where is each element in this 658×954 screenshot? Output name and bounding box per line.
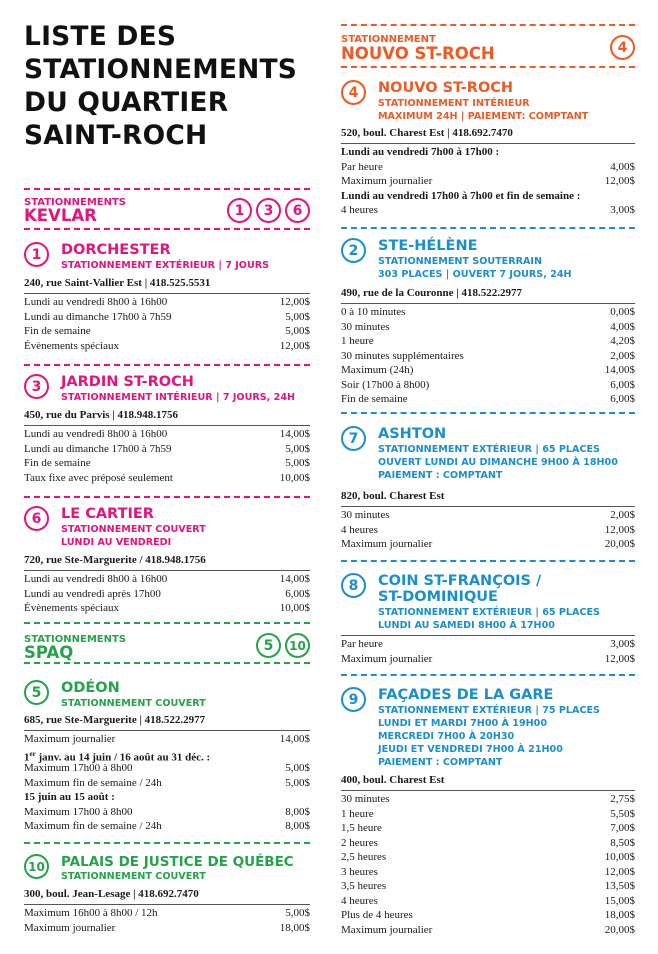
divider [24, 570, 310, 571]
rate-row: Taux fixe avec préposé seulement 10,00$ [24, 471, 310, 484]
rate-row: 30 minutes supplémentaires 2,00$ [341, 349, 635, 362]
section-band-nouvo: STATIONNEMENT NOUVO ST-ROCH 4 [341, 24, 635, 68]
lot-description: STATIONNEMENT INTÉRIEUR [378, 98, 530, 109]
lot-number-badge: 7 [341, 426, 366, 451]
rate-row: Lundi au vendredi 8h00 à 16h00 14,00$ [24, 573, 310, 585]
rate-table-nouvo [341, 145, 635, 218]
divider [24, 842, 310, 844]
lot-description: STATIONNEMENT EXTÉRIEUR | 65 PLACES [378, 444, 600, 455]
rate-table-facades [341, 792, 635, 937]
lot-name: ODÉON [61, 680, 120, 696]
lot-address: 720, rue Ste-Marguerite / 418.948.1756 [24, 554, 206, 566]
rate-row: Par heure 4,00$ [341, 160, 635, 173]
divider [24, 904, 310, 905]
rate-row: Maximum 16h00 à 8h00 / 12h 5,00$ [24, 907, 310, 919]
lot-description: STATIONNEMENT COUVERT [61, 524, 206, 535]
rate-row: Maximum journalier 12,00$ [341, 652, 635, 665]
rate-table-dorchester [24, 295, 310, 353]
divider [341, 674, 635, 676]
divider [24, 730, 310, 731]
lot-name: JARDIN ST-ROCH [61, 374, 194, 390]
lot-name: PALAIS DE JUSTICE DE QUÉBEC [61, 854, 294, 870]
rate-table-cartier [24, 572, 310, 616]
rate-row: Maximum 17h00 à 8h00 8,00$ [24, 805, 310, 818]
rate-row: Lundi au dimanche 17h00 à 7h59 5,00$ [24, 310, 310, 323]
page-title: LISTE DES STATIONNEMENTS DU QUARTIER SAINT-ROCH [24, 21, 298, 151]
rate-row: Évènements spéciaux 10,00$ [24, 602, 310, 614]
lot-number-badge: 4 [610, 35, 635, 60]
divider [341, 506, 635, 507]
lot-name: DORCHESTER [61, 242, 171, 258]
rate-row: 30 minutes 2,75$ [341, 793, 635, 805]
rate-table-coin [341, 637, 635, 666]
rate-row: Fin de semaine 5,00$ [24, 457, 310, 469]
rate-period-heading: 1er janv. au 14 juin / 16 août au 31 déc. : [24, 749, 211, 764]
divider [341, 227, 635, 229]
rate-table-palais [24, 906, 310, 935]
rate-table-ashton [341, 508, 635, 552]
divider [24, 364, 310, 366]
lot-hours: OUVERT LUNDI AU DIMANCHE 9H00 À 18H00 [378, 457, 618, 468]
lot-description: STATIONNEMENT SOUTERRAIN [378, 256, 543, 267]
rate-row: 0 à 10 minutes 0,00$ [341, 306, 635, 318]
rate-row: Lundi au vendredi 8h00 à 16h00 12,00$ [24, 296, 310, 308]
rate-row: Par heure 3,00$ [341, 638, 635, 650]
lot-hours: JEUDI ET VENDREDI 7H00 À 21H00 [378, 744, 563, 755]
lot-number-badge: 9 [341, 687, 366, 712]
lot-hours: LUNDI AU VENDREDI [61, 537, 172, 548]
rate-row: 30 minutes 4,00$ [341, 320, 635, 333]
lot-name: STE-HÉLÈNE [378, 238, 478, 254]
rate-row: 1 heure 4,20$ [341, 335, 635, 347]
rate-row: Maximum journalier 12,00$ [341, 175, 635, 187]
rate-row: 1,5 heure 7,00$ [341, 822, 635, 834]
lot-hours: LUNDI ET MARDI 7H00 À 19H00 [378, 718, 548, 729]
lot-description: STATIONNEMENT INTÉRIEUR | 7 JOURS, 24H [61, 392, 296, 403]
lot-number-badge: 10 [285, 633, 310, 658]
rate-row: 3,5 heures 13,50$ [341, 880, 635, 892]
operator-badges [610, 35, 635, 60]
lot-number-badge: 4 [341, 80, 366, 105]
lot-description: STATIONNEMENT COUVERT [61, 871, 206, 882]
rate-row: 1 heure 5,50$ [341, 807, 635, 820]
lot-address: 520, boul. Charest Est | 418.692.7470 [341, 127, 513, 139]
rate-row: Maximum fin de semaine / 24h 5,00$ [24, 776, 310, 789]
lot-name-line-2: ST-DOMINIQUE [378, 589, 498, 605]
lot-name: ASHTON [378, 426, 447, 442]
rate-row: Maximum journalier 20,00$ [341, 538, 635, 550]
lot-payment: PAIEMENT : COMPTANT [378, 470, 503, 481]
lot-hours: 303 PLACES | OUVERT 7 JOURS, 24H [378, 269, 572, 280]
rate-row: Lundi au vendredi après 17h00 6,00$ [24, 587, 310, 600]
rate-table-jardin [24, 427, 310, 485]
divider [24, 425, 310, 426]
lot-name: FAÇADES DE LA GARE [378, 687, 554, 703]
rate-row: 4 heures 12,00$ [341, 523, 635, 536]
rate-row: 3 heures 12,00$ [341, 865, 635, 878]
lot-number-badge: 5 [24, 680, 49, 705]
lot-address: 240, rue Saint-Vallier Est | 418.525.5531 [24, 277, 211, 289]
rate-row: Plus de 4 heures 18,00$ [341, 909, 635, 921]
rate-row: Lundi au vendredi 8h00 à 16h00 14,00$ [24, 428, 310, 440]
rate-table-ste-helene [341, 305, 635, 407]
divider [24, 293, 310, 294]
rate-row: 2 heures 8,50$ [341, 836, 635, 849]
divider [341, 303, 635, 304]
lot-number-badge: 10 [24, 854, 49, 879]
lot-name: LE CARTIER [61, 506, 154, 522]
rate-row: 2,5 heures 10,00$ [341, 851, 635, 863]
rate-row: 4 heures 3,00$ [341, 204, 635, 216]
lot-hours: LUNDI AU SAMEDI 8H00 À 17H00 [378, 620, 555, 631]
divider [341, 790, 635, 791]
divider [341, 560, 635, 562]
section-band-spaq: STATIONNEMENTS SPAQ 5 10 [24, 622, 310, 664]
lot-payment: PAIEMENT : COMPTANT [378, 757, 503, 768]
rate-row: 30 minutes 2,00$ [341, 509, 635, 521]
rate-period-heading: Lundi au vendredi 17h00 à 7h00 et fin de semaine : [341, 189, 581, 202]
lot-number-badge: 1 [24, 242, 49, 267]
divider [341, 412, 635, 414]
rate-row: Maximum journalier 20,00$ [341, 923, 635, 936]
lot-address: 450, rue du Parvis | 418.948.1756 [24, 409, 178, 421]
rate-row: Fin de semaine 5,00$ [24, 325, 310, 337]
rate-row: Soir (17h00 à 8h00) 6,00$ [341, 378, 635, 391]
lot-name: NOUVO ST-ROCH [378, 80, 514, 96]
lot-address: 820, boul. Charest Est [341, 490, 445, 502]
divider [24, 496, 310, 498]
lot-number-badge: 3 [256, 198, 281, 223]
lot-number-badge: 5 [256, 633, 281, 658]
lot-number-badge: 8 [341, 573, 366, 598]
lot-name: COIN ST-FRANÇOIS / [378, 573, 542, 589]
rate-row: 4 heures 15,00$ [341, 894, 635, 907]
rate-row: Fin de semaine 6,00$ [341, 393, 635, 405]
lot-number-badge: 6 [285, 198, 310, 223]
lot-description: STATIONNEMENT COUVERT [61, 698, 206, 709]
lot-address: 490, rue de la Couronne | 418.522.2977 [341, 287, 522, 299]
divider [341, 635, 635, 636]
rate-row: Maximum fin de semaine / 24h 8,00$ [24, 820, 310, 832]
section-band-kevlar: STATIONNEMENTS KEVLAR 1 3 6 [24, 188, 310, 230]
lot-description: STATIONNEMENT EXTÉRIEUR | 65 PLACES [378, 607, 600, 618]
lot-number-badge: 6 [24, 506, 49, 531]
rate-table-odeon [24, 732, 310, 834]
lot-number-badge: 1 [227, 198, 252, 223]
rate-row: Maximum 17h00 à 8h00 5,00$ [24, 762, 310, 774]
lot-address: 400, boul. Charest Est [341, 774, 445, 786]
rate-period-heading: 15 juin au 15 août : [24, 791, 115, 803]
lot-address: 300, boul. Jean-Lesage | 418.692.7470 [24, 888, 199, 900]
operator-badges [256, 633, 310, 658]
divider [341, 143, 635, 144]
rate-row: Maximum (24h) 14,00$ [341, 364, 635, 376]
lot-hours: MERCREDI 7H00 À 20H30 [378, 731, 515, 742]
rate-row: Maximum journalier 14,00$ [24, 733, 310, 745]
operator-badges [227, 198, 310, 223]
rate-row: Maximum journalier 18,00$ [24, 921, 310, 934]
lot-number-badge: 2 [341, 238, 366, 263]
lot-description: STATIONNEMENT EXTÉRIEUR | 7 JOURS [61, 260, 270, 271]
rate-period-heading: Lundi au vendredi 7h00 à 17h00 : [341, 146, 500, 158]
rate-row: Lundi au dimanche 17h00 à 7h59 5,00$ [24, 442, 310, 455]
lot-hours: MAXIMUM 24H | PAIEMENT: COMPTANT [378, 111, 589, 122]
lot-description: STATIONNEMENT EXTÉRIEUR | 75 PLACES [378, 705, 600, 716]
lot-number-badge: 3 [24, 374, 49, 399]
rate-row: Évènements spéciaux 12,00$ [24, 339, 310, 352]
lot-address: 685, rue Ste-Marguerite | 418.522.2977 [24, 714, 206, 726]
